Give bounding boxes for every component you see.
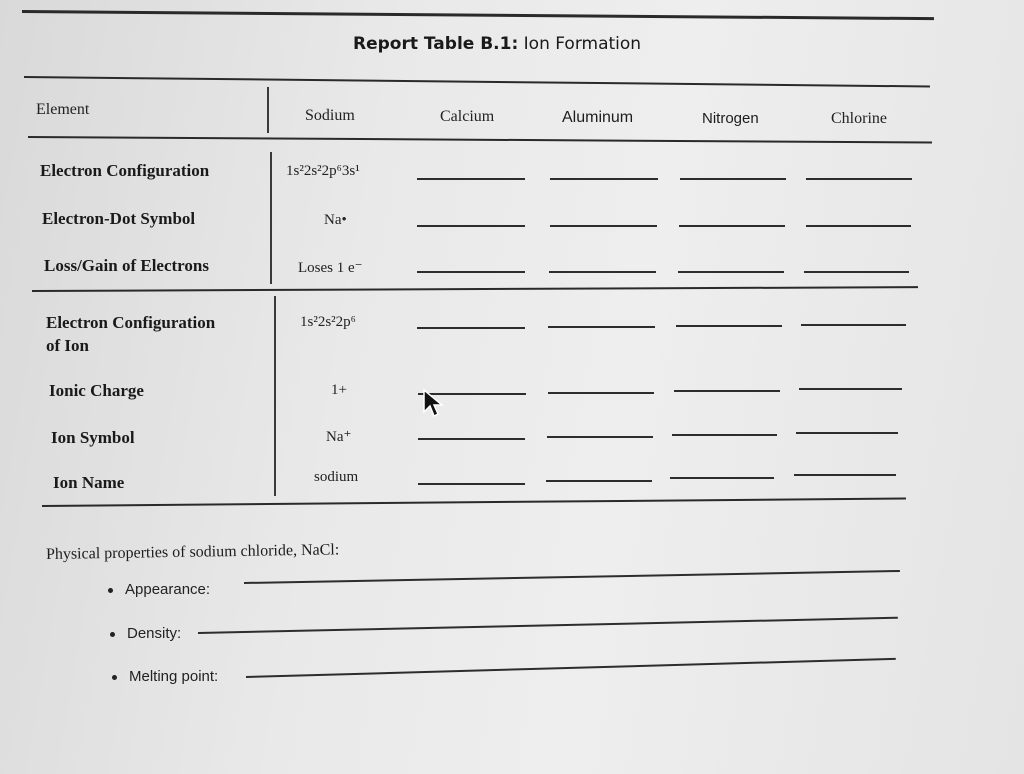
top-border: [22, 10, 934, 20]
sodium-ion-config: 1s²2s²2p⁶: [300, 314, 356, 330]
appearance-label: Appearance:: [125, 581, 211, 598]
row-label-ion-symbol: Ion Symbol: [51, 428, 135, 447]
blank-chlorine-ion-symbol[interactable]: [796, 432, 898, 434]
header-nitrogen: Nitrogen: [702, 110, 759, 127]
header-element: Element: [36, 101, 90, 118]
blank-calcium-ion-symbol[interactable]: [418, 438, 525, 440]
header-calcium: Calcium: [440, 108, 495, 125]
blank-nitrogen-ionic-charge[interactable]: [674, 390, 780, 392]
blank-nitrogen-ion-symbol[interactable]: [672, 434, 777, 436]
blank-chlorine-electron-config[interactable]: [806, 178, 912, 180]
blank-calcium-ion-name[interactable]: [418, 483, 525, 485]
density-label: Density:: [127, 625, 182, 642]
sodium-ionic-charge: 1+: [331, 382, 347, 398]
sodium-electron-config: 1s²2s²2p⁶3s¹: [286, 163, 360, 179]
blank-aluminum-ionic-charge[interactable]: [548, 392, 654, 394]
header-bottom-rule: [28, 136, 932, 143]
blank-calcium-loss-gain[interactable]: [417, 271, 525, 273]
physical-properties-title: Physical properties of sodium chloride, NaCl:: [45, 541, 340, 563]
row-label-loss-gain: Loss/Gain of Electrons: [44, 256, 209, 275]
row-label-ion-config-2: of Ion: [46, 336, 89, 355]
blank-chlorine-ionic-charge[interactable]: [799, 388, 902, 390]
melting-point-label: Melting point:: [129, 668, 219, 685]
table-bottom-rule: [42, 497, 906, 506]
appearance-answer-line[interactable]: [244, 570, 900, 584]
melting-point-answer-line[interactable]: [246, 658, 896, 678]
blank-nitrogen-ion-config[interactable]: [676, 325, 782, 327]
sodium-loss-gain: Loses 1 e⁻: [298, 260, 363, 276]
header-top-rule: [24, 76, 930, 87]
blank-nitrogen-loss-gain[interactable]: [678, 271, 784, 273]
blank-chlorine-loss-gain[interactable]: [804, 271, 909, 273]
appearance-item: [108, 581, 210, 598]
row-label-ion-name: Ion Name: [53, 473, 125, 492]
header-aluminum: Aluminum: [562, 109, 634, 126]
bullet-icon: [110, 632, 115, 637]
sodium-electron-dot: Na•: [324, 212, 347, 228]
blank-chlorine-electron-dot[interactable]: [806, 225, 911, 227]
row-label-ionic-charge: Ionic Charge: [49, 381, 144, 400]
blank-aluminum-electron-config[interactable]: [550, 178, 658, 180]
report-title-number: Report Table B.1:: [353, 34, 519, 54]
blank-nitrogen-electron-config[interactable]: [680, 178, 786, 180]
blank-aluminum-electron-dot[interactable]: [550, 225, 657, 227]
blank-aluminum-ion-name[interactable]: [546, 480, 652, 482]
blank-aluminum-ion-config[interactable]: [548, 326, 655, 328]
row-label-ion-config: Electron Configuration: [46, 313, 216, 332]
blank-nitrogen-ion-name[interactable]: [670, 477, 774, 479]
blank-nitrogen-electron-dot[interactable]: [679, 225, 785, 227]
blank-aluminum-ion-symbol[interactable]: [547, 436, 653, 438]
blank-calcium-electron-config[interactable]: [417, 178, 525, 180]
mouse-cursor-icon: [422, 388, 446, 420]
header-sodium: Sodium: [305, 107, 355, 124]
label-column-divider-bottom: [274, 296, 276, 496]
blank-calcium-electron-dot[interactable]: [417, 225, 525, 227]
row-label-electron-config: Electron Configuration: [40, 161, 210, 180]
density-answer-line[interactable]: [198, 617, 898, 634]
melting-point-item: [112, 668, 218, 685]
blank-calcium-ion-config[interactable]: [417, 327, 525, 329]
report-title-text: Ion Formation: [518, 34, 642, 54]
density-item: [110, 625, 181, 642]
blank-aluminum-loss-gain[interactable]: [549, 271, 656, 273]
label-column-divider-top: [267, 87, 269, 133]
header-chlorine: Chlorine: [831, 110, 887, 127]
blank-chlorine-ion-name[interactable]: [794, 474, 896, 476]
report-title: [353, 34, 641, 54]
bullet-icon: [108, 588, 113, 593]
row-label-electron-dot: Electron-Dot Symbol: [42, 209, 196, 228]
bullet-icon: [112, 675, 117, 680]
sodium-ion-name: sodium: [314, 469, 359, 485]
section-divider-rule: [32, 286, 918, 291]
blank-chlorine-ion-config[interactable]: [801, 324, 906, 326]
sodium-ion-symbol: Na⁺: [326, 429, 352, 445]
label-column-divider-mid: [270, 152, 272, 284]
